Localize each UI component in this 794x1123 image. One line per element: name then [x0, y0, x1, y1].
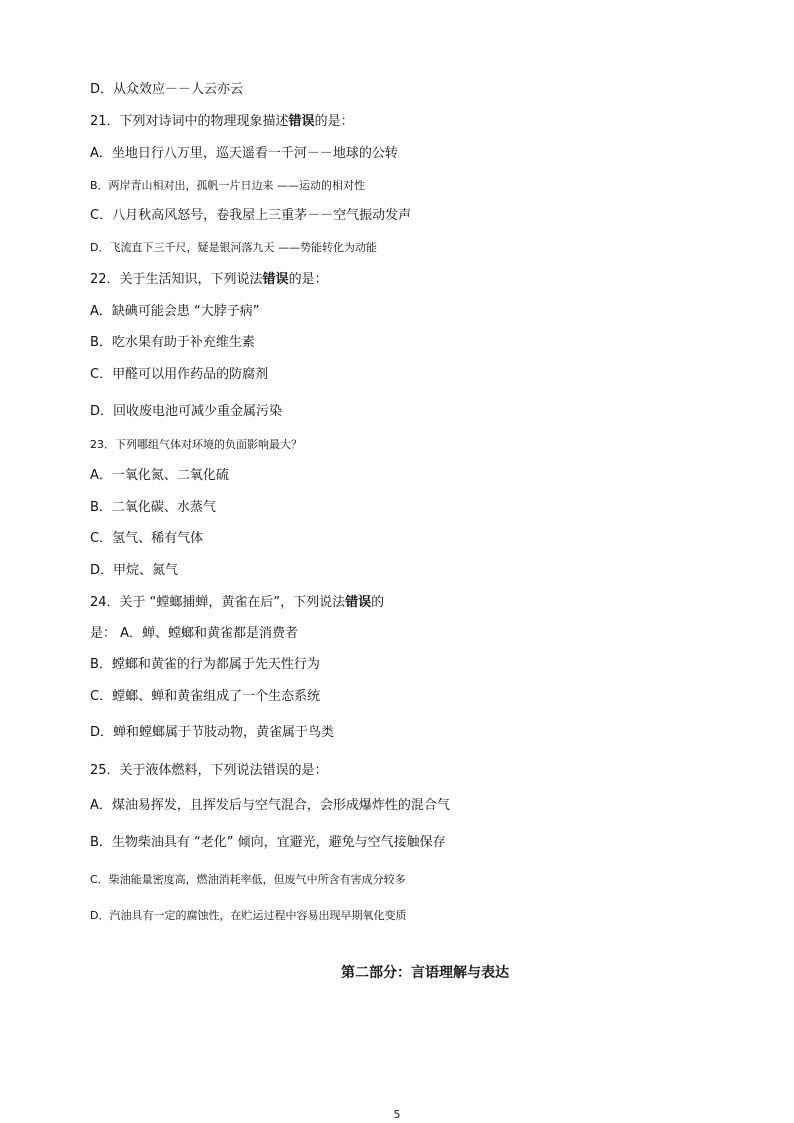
question-22-text: 22．关于生活知识，下列说法: [90, 272, 263, 287]
question-24-continuation: 是： A．蝉、螳螂和黄雀都是消费者: [90, 626, 299, 641]
option-d-q22: D．回收废电池可减少重金属污染: [90, 404, 283, 419]
option-b-q25: B．生物柴油具有 “老化” 倾向，宜避光，避免与空气接触保存: [90, 835, 446, 850]
option-b-q24: B．螳螂和黄雀的行为都属于先天性行为: [90, 657, 320, 672]
question-24: [90, 594, 384, 612]
question-22-suffix: 的是：: [288, 272, 328, 287]
question-24-text: 24．关于 “螳螂捕蝉，黄雀在后”，下列说法: [90, 595, 346, 610]
question-21-suffix: 的是：: [314, 114, 354, 129]
question-21-text: 21．下列对诗词中的物理现象描述: [90, 114, 289, 129]
option-a-q25: A．煤油易挥发，且挥发后与空气混合，会形成爆炸性的混合气: [90, 798, 450, 813]
question-22: [90, 271, 328, 289]
option-c-q22: C．甲醛可以用作药品的防腐剂: [90, 367, 269, 382]
option-c-q21: C．八月秋高风怒号，卷我屋上三重茅－－空气振动发声: [90, 208, 412, 223]
question-25: 25．关于液体燃料，下列说法错误的是：: [90, 763, 328, 778]
question-22-emphasis: 错误: [262, 272, 289, 287]
option-d-q20: D．从众效应－－人云亦云: [90, 82, 244, 97]
question-23: 23．下列哪组气体对环境的负面影响最大？: [90, 438, 302, 451]
option-a-q22: A．缺碘可能会患 “大脖子病”: [90, 304, 260, 319]
question-24-emphasis: 错误: [345, 595, 372, 610]
option-d-q21: D．飞流直下三千尺，疑是银河落九天 ——势能转化为动能: [90, 241, 377, 254]
option-d-q23: D．甲烷、氮气: [90, 563, 179, 578]
option-c-q25: C．柴油能量密度高，燃油消耗率低，但废气中所含有害成分较多: [90, 873, 406, 886]
page-number: 5: [393, 1108, 401, 1121]
option-c-q23: C．氢气、稀有气体: [90, 531, 204, 546]
section-heading: 第二部分：言语理解与表达: [341, 965, 509, 981]
question-21: [90, 113, 354, 131]
option-a-q23: A．一氧化氮、二氧化硫: [90, 468, 229, 483]
option-a-q21: A．坐地日行八万里，巡天遥看一千河－－地球的公转: [90, 146, 398, 161]
option-c-q24: C．螳螂、蝉和黄雀组成了一个生态系统: [90, 689, 321, 704]
option-d-q24: D．蝉和螳螂属于节肢动物，黄雀属于鸟类: [90, 725, 335, 740]
option-b-q21: B．两岸青山相对出，孤帆一片日边来 ——运动的相对性: [90, 179, 366, 192]
option-b-q22: B．吃水果有助于补充维生素: [90, 335, 255, 350]
option-d-q25: D．汽油具有一定的腐蚀性，在贮运过程中容易出现早期氧化变质: [90, 909, 407, 922]
option-b-q23: B．二氧化碳、水蒸气: [90, 500, 216, 515]
question-21-emphasis: 错误: [288, 114, 315, 129]
question-24-suffix: 的: [371, 595, 385, 610]
